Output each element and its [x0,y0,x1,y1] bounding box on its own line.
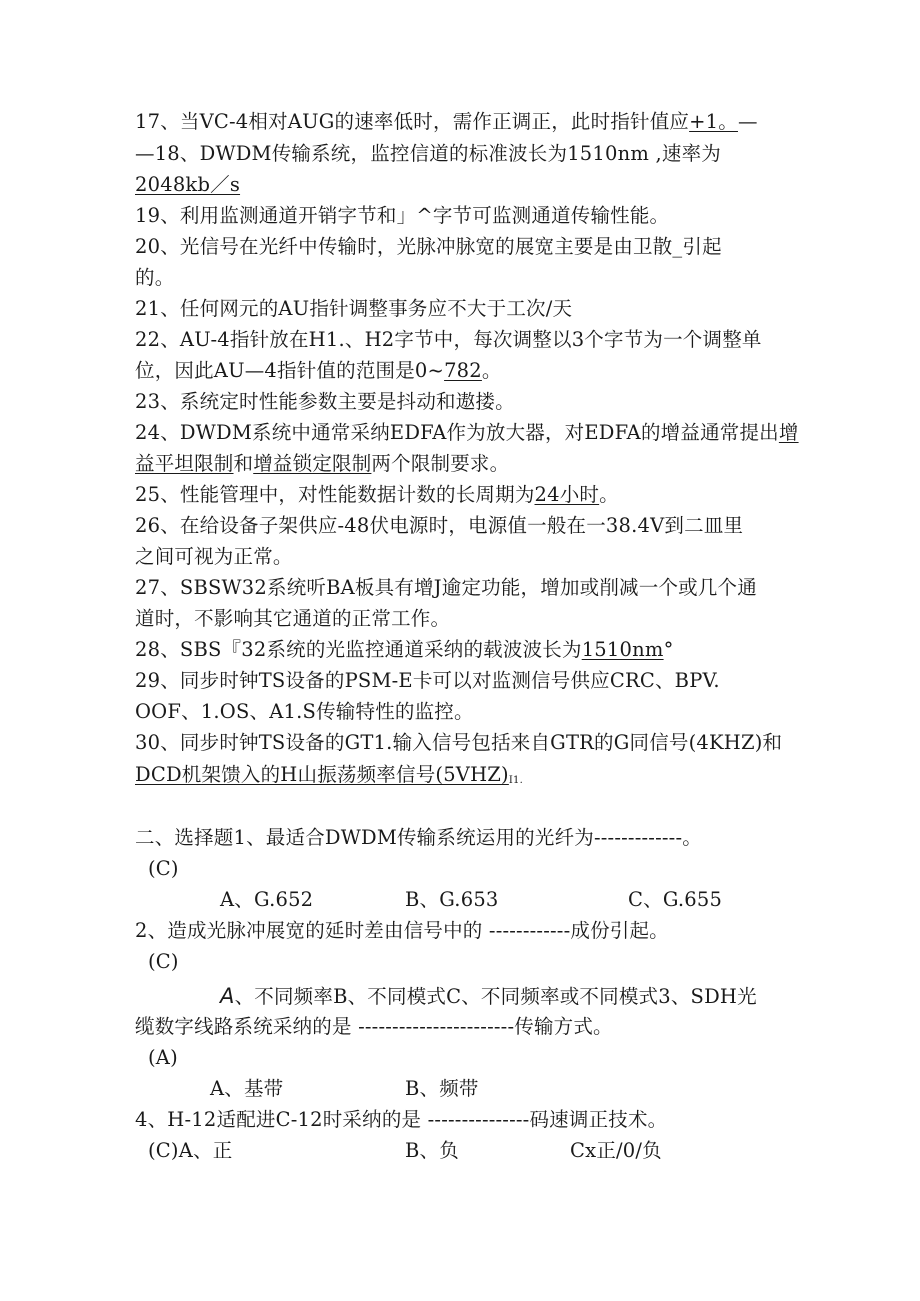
answer-text: 24小时 [534,483,600,506]
question-line [405,1136,459,1166]
question-line [135,325,762,355]
question-line [210,1074,283,1104]
question-text: 两个限制要求。 [371,452,510,475]
question-text: (A) [148,1046,178,1069]
question-text: 22、AU-4指针放在H1.、H2字节中，每次调整以3个字节为一个调整单 [135,328,762,351]
question-text: B、负 [405,1139,459,1162]
answer-text: 782 [444,359,482,382]
question-text: 24、DWDM系统中通常采纳EDFA作为放大器，对EDFA的增益通常提出 [135,421,779,444]
question-line [135,170,240,200]
answer-text: 1510nm [581,638,664,661]
question-line [135,511,743,541]
question-line [405,885,499,915]
question-text: 25、性能管理中，对性能数据计数的长周期为 [135,483,535,506]
question-line [135,1012,613,1042]
question-line [135,387,515,417]
question-text: 缆数字线路系统采纳的是 -----------------------传输方式。 [135,1015,613,1038]
question-line [135,604,450,634]
question-line [405,1074,479,1104]
question-text: Cx正/0/负 [570,1139,662,1162]
question-line [135,107,758,137]
question-text: B、G.653 [405,888,499,911]
question-text: 27、SBSW32系统听BA板具有增J逾定功能，增加或削减一个或几个通 [135,576,757,599]
question-text: A、G.652 [220,888,314,911]
question-text: 之间可视为正常。 [135,545,293,568]
question-text: 位，因此AU—4指针值的范围是0~ [135,359,445,382]
question-text: —18、DWDM传输系统，监控信道的标准波长为1510nm [135,142,650,165]
question-text: 道时，不影响其它通道的正常工作。 [135,607,451,630]
answer-text: DCD机架馈入的H山振荡频率信号(5VHZ) [135,763,509,786]
question-text: — [737,110,758,133]
question-text: 4、H-12适配进C-12时采纳的是 ---------------码速调正技术。 [135,1108,668,1131]
question-line [148,854,179,884]
question-line [135,449,509,479]
question-line [220,885,313,915]
question-text: I1. [508,775,523,786]
question-text: 2、造成光脉冲展宽的延时差由信号中的 ------------成份引起。 [135,919,669,942]
answer-text: 增 [778,421,799,444]
question-text: 19、利用监测通道开销字节和」^字节可监测通道传输性能。 [135,204,670,227]
question-line [135,480,619,510]
question-line [135,916,669,946]
question-line [135,418,799,448]
question-line [135,573,757,603]
question-text: 30、同步时钟TS设备的GT1.输入信号包括来自GTR的G同信号(4KHZ)和 [135,731,783,754]
question-text: ° [663,638,674,661]
question-line [220,981,757,1012]
question-text: 29、同步时钟TS设备的PSM-E卡可以对监测信号供应CRC、BPV. [135,669,720,692]
question-text: 26、在给设备子架供应-48伏电源时，电源值一般在一38.4V到二皿里 [135,514,744,537]
question-line [135,823,702,853]
question-text: 17、当VC-4相对AUG的速率低时，需作正调正，此时指针值应 [135,110,690,133]
question-text: 和 [233,452,254,475]
question-text: 。 [599,483,619,506]
question-text: 23、系统定时性能参数主要是抖动和遨搂。 [135,390,515,413]
question-text: 。 [481,359,502,382]
question-text: (C) [148,857,179,880]
question-text: 、不同频率B、不同模式C、不同频率或不同模式3、SDH光 [234,985,757,1008]
answer-text: 增益锁定限制 [253,452,372,475]
question-line [148,1043,178,1073]
question-line [135,294,572,324]
question-text: 28、SBS『32系统的光监控通道采纳的载波波长为 [135,638,582,661]
question-text: 21、任何网元的AU指针调整事务应不大于工次/天 [135,297,573,320]
question-text: B、频带 [405,1077,479,1100]
question-line [135,728,782,758]
question-line [135,697,474,727]
question-line [135,666,720,696]
question-text: 20、光信号在光纤中传输时，光脉冲脉宽的展宽主要是由卫散_引起 [135,235,722,258]
question-text: A [220,984,235,1008]
question-text: 的。 [135,266,175,289]
question-line [628,885,722,915]
answer-text: 益平坦限制 [135,452,234,475]
question-text: 二、选择题1、最适合DWDM传输系统运用的光纤为-------------。 [135,826,702,849]
question-line [135,1105,667,1135]
question-line [135,635,674,665]
question-line [135,232,722,262]
question-text: (C) [148,950,179,973]
question-text: ,速率为 [649,142,721,165]
question-text: OOF、1.OS、A1.S传输特性的监控。 [135,700,474,723]
question-text: C、G.655 [628,888,723,911]
question-text: A、基带 [210,1077,284,1100]
question-text: (C)A、正 [148,1139,233,1162]
question-line [135,760,523,796]
question-line [148,947,179,977]
question-line [135,263,174,293]
question-line [135,356,502,386]
answer-text: 2048kb／s [135,173,241,196]
question-line [148,1136,232,1166]
question-line [570,1136,662,1166]
question-line [135,542,293,572]
question-line [135,139,721,169]
answer-text: +1。 [689,110,738,133]
question-line [135,201,669,231]
